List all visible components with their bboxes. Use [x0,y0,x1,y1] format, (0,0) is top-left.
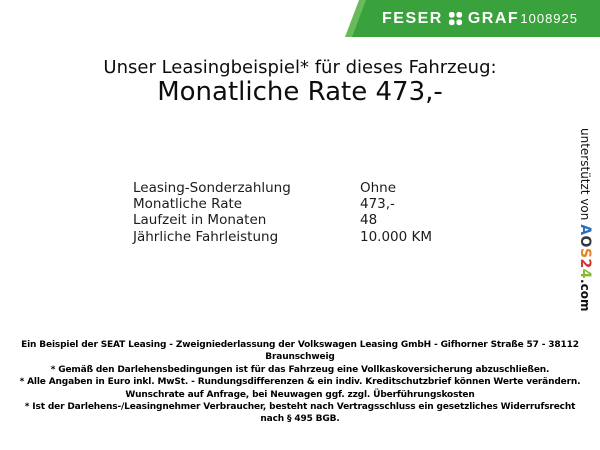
spec-value: Ohne [360,180,397,196]
offer-id: 1008925 [520,11,578,26]
legal-fine-print [10,339,590,426]
legal-line: Ein Beispiel der SEAT Leasing - Zweigniederlassung der Volkswagen Leasing GmbH - Gifhorner Straße 57 - 38112 [21,340,579,350]
table-row [133,180,432,196]
legal-line: Wunschrate auf Anfrage, bei Neuwagen ggf. zzgl. Überführungskosten [125,389,475,400]
leasing-specs-table [133,180,432,245]
table-row [133,196,432,212]
brand-name-left: FESER [382,9,443,27]
spec-label: Leasing-Sonderzahlung [133,180,291,196]
spec-value: 473,- [360,196,395,213]
legal-line: * Ist der Darlehens-/Leasingnehmer Verbraucher, besteht nach Vertragsschluss ein gesetzliches Widerrufsrecht [24,402,576,413]
legal-line: nach § 495 BGB. [260,414,340,425]
brand-name-right: GRAF [467,9,520,27]
aos24-logo: AOS24 [577,224,593,280]
table-row [133,212,432,228]
page-title: Monatliche Rate 473,- [157,77,443,107]
page-subtitle: Unser Leasingbeispiel* für dieses Fahrzeug: [103,57,497,78]
spec-label: Jährliche Fahrleistung [133,228,279,245]
brand-logo [382,10,519,28]
supported-by-label: unterstützt von [578,128,592,221]
sidebar-vertical-brand [576,128,595,311]
legal-line: * Gemäß den Darlehensbedingungen ist für das Fahrzeug eine Vollkaskoversicherung abzuschließen. [50,364,550,375]
clover-x-icon [448,11,463,26]
header-banner-content [352,0,600,37]
legal-line: * Alle Angaben in Euro inkl. MwSt. - Rundungsdifferenzen & ein indiv. Kreditschutzbrief können Werte verändern. [19,377,581,388]
spec-value: 48 [360,212,378,229]
spec-value: 10.000 KM [360,228,433,245]
table-row [133,229,432,245]
spec-label: Monatliche Rate [133,196,243,213]
spec-label: Laufzeit in Monaten [133,212,267,229]
aos24-domain-suffix: .com [578,279,592,312]
legal-line: Braunschweig [265,352,335,363]
